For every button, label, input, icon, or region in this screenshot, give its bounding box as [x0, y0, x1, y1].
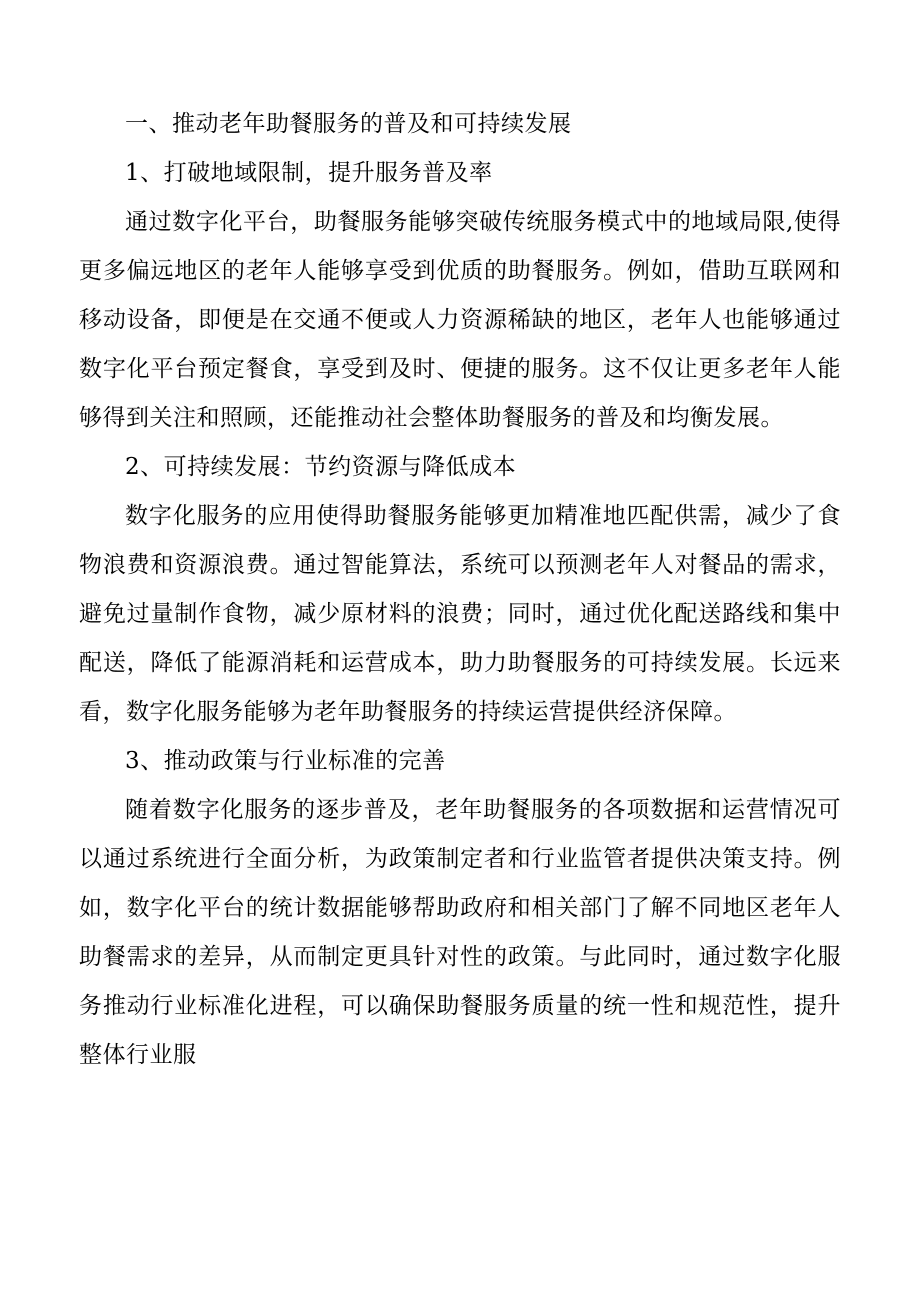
paragraph-1: 通过数字化平台，助餐服务能够突破传统服务模式中的地域局限,使得更多偏远地区的老年人能够享受到优质的助餐服务。例如，借助互联网和移动设备，即便是在交通不便或人力资源稀缺的地区，老年人也能够通过数字化平台预定餐食，享受到及时、便捷的服务。这不仅让更多老年人能够得到关注和照顾，还能推动社会整体助餐服务的普及和均衡发展。	[79, 209, 841, 431]
subsection-heading-1: 1、打破地域限制，提升服务普及率	[125, 160, 493, 186]
subsection-heading-2: 2、可持续发展：节约资源与降低成本	[125, 454, 517, 480]
subsection-heading-3: 3、推动政策与行业标准的完善	[125, 748, 446, 774]
paragraph-3: 随着数字化服务的逐步普及，老年助餐服务的各项数据和运营情况可以通过系统进行全面分析，为政策制定者和行业监管者提供决策支持。例如，数字化平台的统计数据能够帮助政府和相关部门了解不同地区老年人助餐需求的差异，从而制定更具针对性的政策。与此同时，通过数字化服务推动行业标准化进程，可以确保助餐服务质量的统一性和规范性，提升整体行业服	[79, 797, 841, 1068]
section-heading-main: 一、推动老年助餐服务的普及和可持续发展	[125, 111, 572, 137]
document-body	[79, 100, 841, 1080]
paragraph-2: 数字化服务的应用使得助餐服务能够更加精准地匹配供需，减少了食物浪费和资源浪费。通过智能算法，系统可以预测老年人对餐品的需求，避免过量制作食物，减少原材料的浪费；同时，通过优化配送路线和集中配送，降低了能源消耗和运营成本，助力助餐服务的可持续发展。长远来看，数字化服务能够为老年助餐服务的持续运营提供经济保障。	[79, 503, 841, 725]
